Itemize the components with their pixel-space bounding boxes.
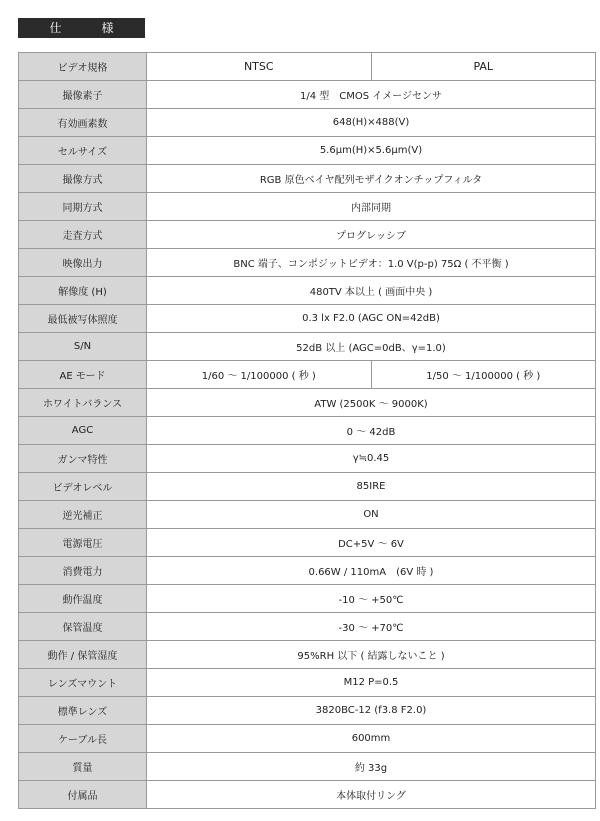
row-value: 648(H)×488(V) [147, 109, 596, 137]
row-label: ビデオレベル [19, 473, 147, 501]
table-row [19, 725, 596, 753]
row-value: ATW (2500K ～ 9000K) [147, 389, 596, 417]
section-title: 仕 様 [18, 18, 145, 38]
table-row [19, 333, 596, 361]
row-label: 撮像方式 [19, 165, 147, 193]
row-value: BNC 端子、コンポジットビデオ：1.0 V(p-p) 75Ω ( 不平衡 ) [147, 249, 596, 277]
table-row-ae-mode [19, 361, 596, 389]
row-value: 本体取付リング [147, 781, 596, 809]
row-value: DC+5V ～ 6V [147, 529, 596, 557]
table-row [19, 305, 596, 333]
row-value: 3820BC-12 (f3.8 F2.0) [147, 697, 596, 725]
row-label: 最低被写体照度 [19, 305, 147, 333]
row-value: M12 P=0.5 [147, 669, 596, 697]
table-row [19, 165, 596, 193]
row-value: 1/4 型 CMOS イメージセンサ [147, 81, 596, 109]
ae-mode-ntsc-value: 1/60 ～ 1/100000 ( 秒 ) [147, 361, 372, 389]
row-value: 5.6μm(H)×5.6μm(V) [147, 137, 596, 165]
row-value: 約 33g [147, 753, 596, 781]
row-label: 解像度 (H) [19, 277, 147, 305]
row-label: 撮像素子 [19, 81, 147, 109]
row-label: レンズマウント [19, 669, 147, 697]
row-label: 同期方式 [19, 193, 147, 221]
table-row [19, 669, 596, 697]
row-value: 0 ～ 42dB [147, 417, 596, 445]
row-value: 480TV 本以上 ( 画面中央 ) [147, 277, 596, 305]
row-label: 有効画素数 [19, 109, 147, 137]
row-value: プログレッシブ [147, 221, 596, 249]
table-row [19, 389, 596, 417]
row-value: -30 ～ +70℃ [147, 613, 596, 641]
row-label: 消費電力 [19, 557, 147, 585]
table-row [19, 781, 596, 809]
table-row [19, 613, 596, 641]
row-value: 85IRE [147, 473, 596, 501]
table-row [19, 445, 596, 473]
row-label: ケーブル長 [19, 725, 147, 753]
table-row [19, 529, 596, 557]
table-row [19, 137, 596, 165]
row-label: 動作 / 保管湿度 [19, 641, 147, 669]
table-row [19, 109, 596, 137]
table-row [19, 501, 596, 529]
row-label: 映像出力 [19, 249, 147, 277]
table-row [19, 641, 596, 669]
table-row [19, 81, 596, 109]
table-row [19, 193, 596, 221]
row-label: ホワイトバランス [19, 389, 147, 417]
table-row [19, 417, 596, 445]
row-value: -10 ～ +50℃ [147, 585, 596, 613]
table-row [19, 473, 596, 501]
row-label: S/N [19, 333, 147, 361]
row-value: 52dB 以上 (AGC=0dB、γ=1.0) [147, 333, 596, 361]
row-label: 電源電圧 [19, 529, 147, 557]
table-row-video-standard [19, 53, 596, 81]
row-value: 内部同期 [147, 193, 596, 221]
table-row [19, 753, 596, 781]
row-value: 95%RH 以下 ( 結露しないこと ) [147, 641, 596, 669]
table-row [19, 697, 596, 725]
ntsc-header: NTSC [147, 53, 372, 81]
table-row [19, 585, 596, 613]
row-label: セルサイズ [19, 137, 147, 165]
ae-mode-pal-value: 1/50 ～ 1/100000 ( 秒 ) [371, 361, 596, 389]
row-label: 付属品 [19, 781, 147, 809]
pal-header: PAL [371, 53, 596, 81]
row-label: ガンマ特性 [19, 445, 147, 473]
table-row [19, 277, 596, 305]
row-label: 逆光補正 [19, 501, 147, 529]
row-label: ビデオ規格 [19, 53, 147, 81]
row-label: 質量 [19, 753, 147, 781]
table-row [19, 557, 596, 585]
row-value: RGB 原色ベイヤ配列モザイクオンチップフィルタ [147, 165, 596, 193]
row-label: 動作温度 [19, 585, 147, 613]
row-value: ON [147, 501, 596, 529]
row-label: AE モード [19, 361, 147, 389]
row-label: 保管温度 [19, 613, 147, 641]
row-value: γ≒0.45 [147, 445, 596, 473]
row-label: 走査方式 [19, 221, 147, 249]
table-row [19, 221, 596, 249]
row-value: 0.66W / 110mA (6V 時 ) [147, 557, 596, 585]
row-value: 600mm [147, 725, 596, 753]
spec-table [18, 52, 596, 809]
row-label: 標準レンズ [19, 697, 147, 725]
row-label: AGC [19, 417, 147, 445]
row-value: 0.3 lx F2.0 (AGC ON=42dB) [147, 305, 596, 333]
table-row [19, 249, 596, 277]
